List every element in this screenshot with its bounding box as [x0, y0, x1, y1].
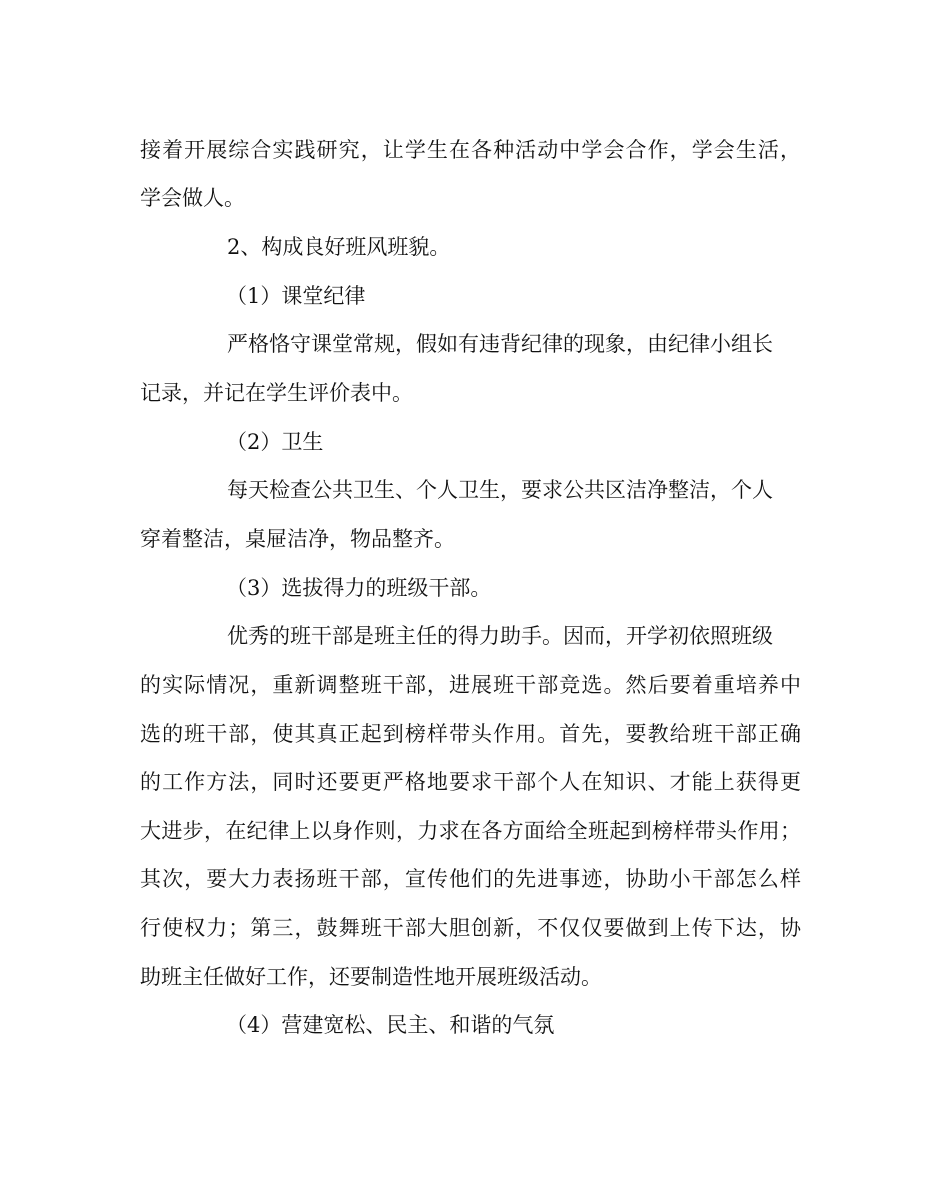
- body-text-line: 行使权力；第三，鼓舞班干部大胆创新，不仅仅要做到上传下达，协: [140, 916, 801, 940]
- subsection-heading: （3）选拔得力的班级干部。: [226, 576, 492, 600]
- body-text-line: 助班主任做好工作，还要制造性地开展班级活动。: [140, 965, 602, 989]
- paragraph-first-line: 每天检查公共卫生、个人卫生，要求公共区洁净整洁，个人: [227, 478, 773, 502]
- body-text-line: 的工作方法，同时还要更严格地要求干部个人在知识、才能上获得更: [140, 770, 801, 794]
- body-text-line: 学会做人。: [140, 186, 245, 210]
- paragraph-first-line: 严格恪守课堂常规，假如有违背纪律的现象，由纪律小组长: [227, 332, 773, 356]
- body-text-line: 选的班干部，使其真正起到榜样带头作用。首先，要教给班干部正确: [140, 722, 801, 746]
- body-text-line: 大进步，在纪律上以身作则，力求在各方面给全班起到榜样带头作用；: [140, 819, 801, 843]
- body-text-line: 接着开展综合实践研究，让学生在各种活动中学会合作，学会生活，: [140, 138, 801, 162]
- subsection-heading: （4）营建宽松、民主、和谐的气氛: [226, 1013, 555, 1037]
- body-text-line: 记录，并记在学生评价表中。: [140, 381, 413, 405]
- paragraph-first-line: 优秀的班干部是班主任的得力助手。因而，开学初依照班级: [227, 624, 773, 648]
- body-text-line: 其次，要大力表扬班干部，宣传他们的先进事迹，协助小干部怎么样: [140, 867, 801, 891]
- subsection-heading: （2）卫生: [226, 430, 324, 454]
- subsection-heading: （1）课堂纪律: [226, 284, 366, 308]
- body-text-line: 穿着整洁，桌屉洁净，物品整齐。: [140, 527, 455, 551]
- section-heading: 2、构成良好班风班貌。: [227, 235, 451, 259]
- body-text-line: 的实际情况，重新调整班干部，进展班干部竞选。然后要着重培养中: [140, 673, 801, 697]
